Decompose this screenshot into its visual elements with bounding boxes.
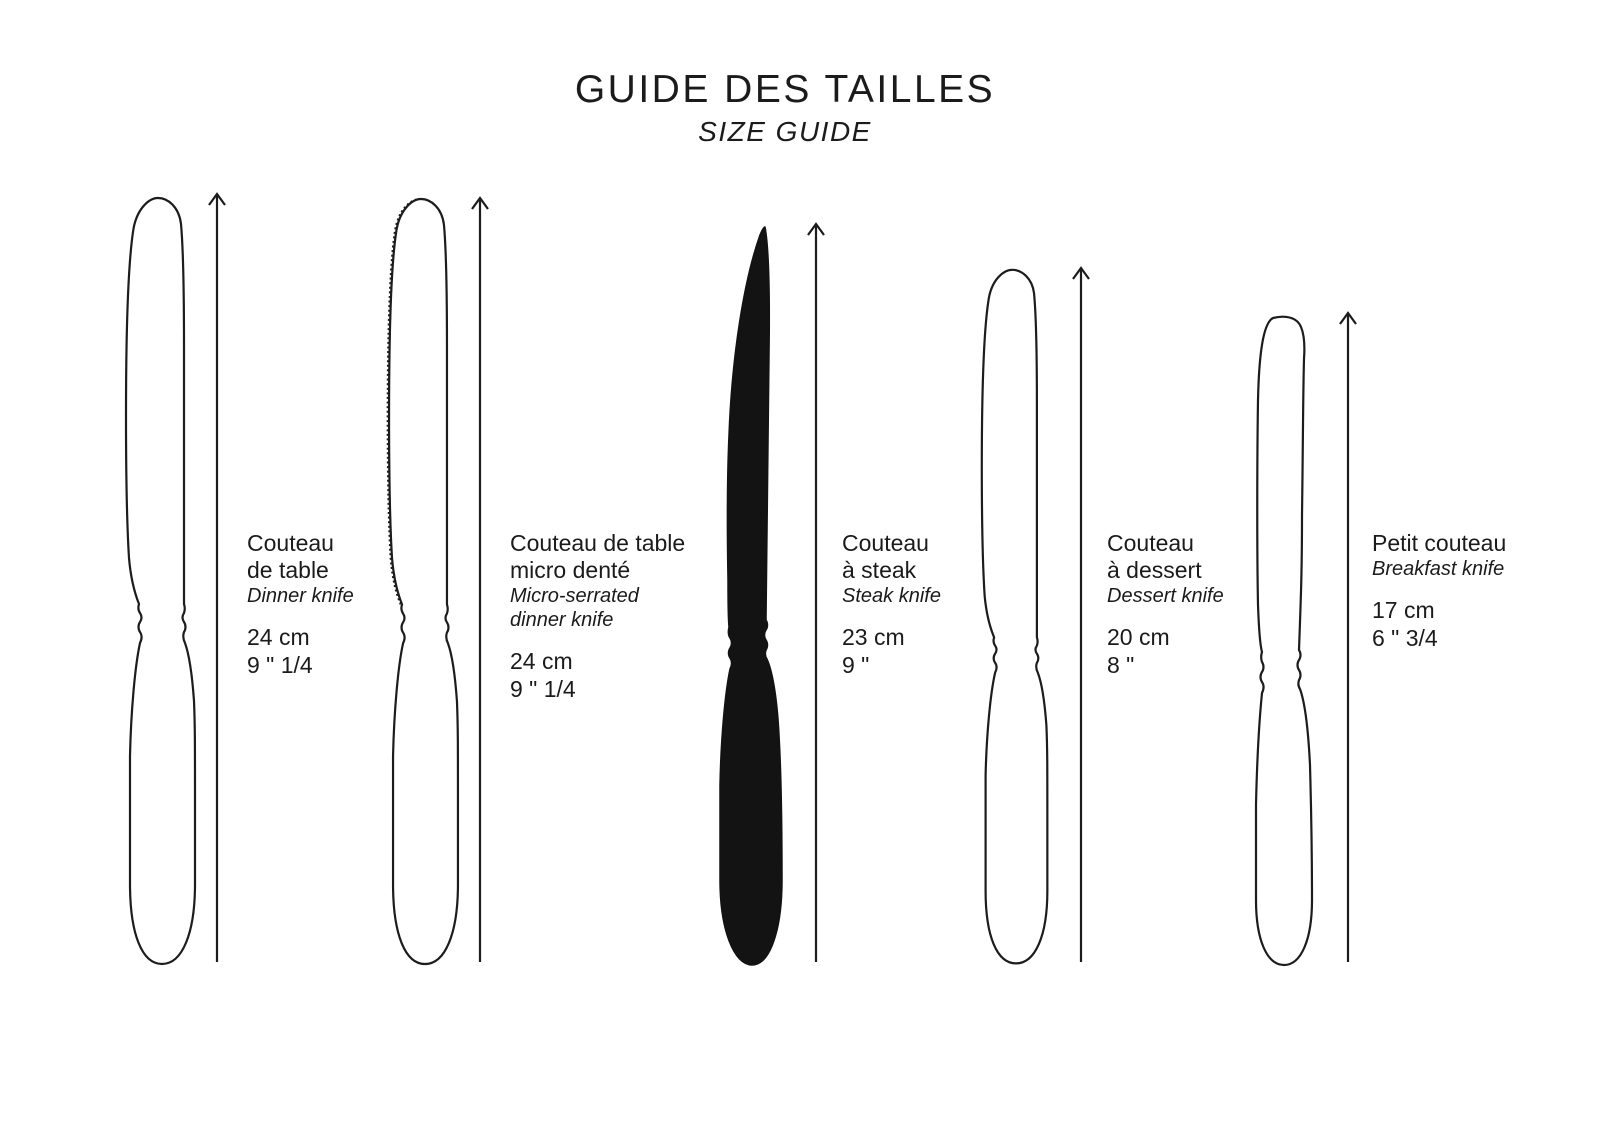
- header: [575, 68, 995, 148]
- steak-knife-height-arrow: [801, 222, 831, 964]
- micro-serrated-knife-height-arrow: [465, 196, 495, 964]
- knife-name-fr: Couteau: [1107, 530, 1194, 556]
- knife-name-en: Steak knife: [842, 585, 941, 607]
- steak-knife-illustration: [712, 225, 792, 967]
- page-subtitle: SIZE GUIDE: [698, 116, 872, 147]
- micro-serrated-knife-label: [510, 530, 685, 703]
- knife-name-en: Dessert knife: [1107, 585, 1224, 607]
- knife-name-fr: de table: [247, 557, 329, 583]
- size-inches: 9 ": [842, 652, 870, 678]
- size-inches: 9 " 1/4: [510, 676, 576, 702]
- size-cm: 17 cm: [1372, 597, 1435, 623]
- micro-serrated-knife-illustration: [385, 197, 465, 968]
- breakfast-knife-height-arrow: [1333, 311, 1363, 964]
- knife-name-fr: Petit couteau: [1372, 530, 1507, 556]
- knife-sizes: [842, 623, 941, 679]
- knife-name-fr: à dessert: [1107, 557, 1202, 583]
- knife-name-en: Breakfast knife: [1372, 558, 1505, 580]
- breakfast-knife-illustration: [1246, 315, 1322, 967]
- knife-name-en: Dinner knife: [247, 585, 354, 607]
- dessert-knife-height-arrow: [1066, 266, 1096, 964]
- size-inches: 6 " 3/4: [1372, 625, 1438, 651]
- knife-name-fr: à steak: [842, 557, 917, 583]
- knife-name-en: dinner knife: [510, 609, 614, 631]
- breakfast-knife-label: [1372, 530, 1506, 652]
- steak-knife-label: [842, 530, 941, 679]
- size-inches: 8 ": [1107, 652, 1135, 678]
- dessert-knife-label: [1107, 530, 1224, 679]
- knife-sizes: [247, 623, 354, 679]
- dinner-knife-height-arrow: [202, 192, 232, 964]
- dinner-knife-label: [247, 530, 354, 679]
- knife-name-fr: Couteau: [842, 530, 929, 556]
- dessert-knife-illustration: [978, 268, 1054, 967]
- size-cm: 20 cm: [1107, 624, 1170, 650]
- size-cm: 24 cm: [247, 624, 310, 650]
- dinner-knife-illustration: [122, 196, 202, 968]
- knife-name-fr: micro denté: [510, 557, 631, 583]
- knife-name-fr: Couteau: [247, 530, 334, 556]
- knife-sizes: [1372, 596, 1506, 652]
- size-inches: 9 " 1/4: [247, 652, 313, 678]
- knife-name-en: Micro-serrated: [510, 585, 639, 607]
- knife-sizes: [510, 647, 685, 703]
- knife-sizes: [1107, 623, 1224, 679]
- knife-name-fr: Couteau de table: [510, 530, 686, 556]
- size-cm: 23 cm: [842, 624, 905, 650]
- size-cm: 24 cm: [510, 648, 573, 674]
- page-title: GUIDE DES TAILLES: [574, 68, 996, 111]
